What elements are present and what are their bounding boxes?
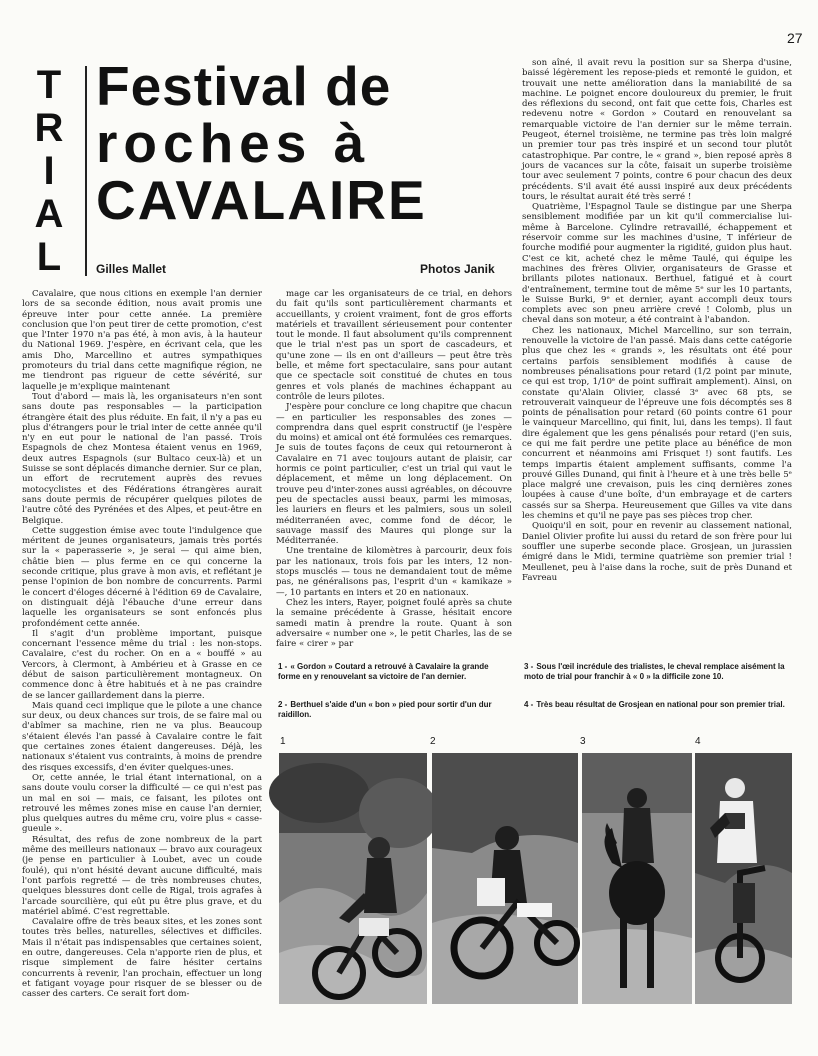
title-line-2: roches à xyxy=(96,112,371,174)
caption-number: 1 - xyxy=(278,662,288,671)
photo-credit: Photos Janik xyxy=(420,262,495,276)
paragraph: Résultat, des refus de zone nombreux de la part même des meilleurs nationaux — bravo aux courageux (je pense en particulier à Loubet, avec un coude foulé), qui n'ont hésité devant aucune difficulté, mais l'ont parfois regretté — de très nombreuses chutes, quelques blessures dont celle de Rigal, trois agrafes à l'arcade sourcilière, qui eût pu être plus grave, et du matériel abîmé. C'est regrettable. xyxy=(22,834,262,917)
paragraph: Cette suggestion émise avec toute l'indulgence que méritent de jeunes organisateurs, jamais très portés sur la « paperasserie », je serai — qui aime bien, châtie bien — plus ferme en ce qui concerne la seconde critique, plus grave à mon avis, et reflétant je pense l'opinion de bon nombre de concurrents. Parmi le concert d'éloges décerné à l'édition 69 de Cavalaire, on distinguait déjà l'ébauche d'une erreur dans laquelle les organisateurs se sont enfoncés plus profondément cette année. xyxy=(22,525,262,629)
section-letter: L xyxy=(36,235,62,279)
paragraph: Une trentaine de kilomètres à parcourir, deux fois par les nationaux, trois fois par les inters, 12 non-stops musclés — tous ne demandaient tout de même pas, ne généralisons pas, l'esprit d'un « kamikaze » —, 10 partants en inters et 20 en nationaux. xyxy=(276,546,512,598)
section-letter: I xyxy=(43,149,55,193)
photo-illustration xyxy=(432,753,578,1004)
photo-illustration xyxy=(582,753,692,1004)
paragraph: mage car les organisateurs de ce trial, en dehors du fait qu'ils sont particulièrement charmants et accueillants, y croient vraiment, font de gros efforts matériels et travaillent sérieusement pour contenter tout le monde. Il faut absolument qu'ils comprennent que le trial n'est pas un sport de cascadeurs, et qu'une zone — ils en ont d'ailleurs — peut être très belle, et même fort spectaculaire, sans pour autant que ce spectacle soit constitué de chutes en tous genres et vols planés de machines échappant au contrôle de leurs pilotes. xyxy=(276,289,512,402)
section-label-trial xyxy=(27,64,71,279)
page-number: 27 xyxy=(787,30,803,46)
photo-horse-zone-10 xyxy=(582,753,692,1004)
photo-rider-coutard xyxy=(279,753,427,1004)
photo-label-3: 3 xyxy=(580,736,586,747)
caption-text: Très beau résultat de Grosjean en national pour son premier trial. xyxy=(536,700,785,709)
article-column-3 xyxy=(522,58,792,664)
photo-caption-1 xyxy=(278,662,513,682)
paragraph: Mais quand ceci implique que le pilote a une chance sur deux, ou deux chances sur trois, de se faire mal ou d'abîmer sa machine, rien ne va plus. Beaucoup s'étaient élevés l'an passé à Cavalaire contre le fait que certaines zones étaient dangereuses. Déjà, les nationaux s'étaient vus contraints, à moins de prendre des risques excessifs, d'en éviter quelques-unes. xyxy=(22,700,262,773)
caption-text: « Gordon » Coutard a retrouvé à Cavalaire la grande forme en y renouvelant sa victoire de l'an dernier. xyxy=(278,662,489,681)
paragraph: Or, cette année, le trial étant international, on a sans doute voulu corser la difficulté — ce qui n'est pas un mal en soi — mais, ce faisant, les pilotes ont retrouvé les mêmes zones mise en cause l'an dernier, plus quelques autres du même cru, voire plus « casse-gueule ». xyxy=(22,772,262,835)
photo-label-1: 1 xyxy=(280,736,286,747)
caption-text: Berthuel s'aide d'un « bon » pied pour sortir d'un dur raidillon. xyxy=(278,700,492,719)
caption-number: 4 - xyxy=(524,700,534,709)
photo-illustration xyxy=(279,753,427,1004)
caption-text: Sous l'œil incrédule des trialistes, le cheval remplace aisément la moto de trial pour franchir à « 0 » la difficile zone 10. xyxy=(524,662,785,681)
photo-rider-berthuel xyxy=(432,753,578,1004)
photo-caption-2 xyxy=(278,700,513,720)
title-line-3: CAVALAIRE xyxy=(96,169,427,231)
paragraph: Cavalaire, que nous citions en exemple l'an dernier lors de sa seconde édition, nous avait promis une épreuve inter pour cette année. La première conclusion que l'on peut tirer de cette promotion, c'est que l'Inter 1970 n'a pas été, à mon avis, à la hauteur du National 1969. J'espère, en écrivant cela, que les amis Dho, Marcellino et autres sympathiques promoteurs du trial dans cette magnifique région, ne me tiendront pas rigueur de cette sévérité, sur laquelle je m'explique maintenant xyxy=(22,289,262,392)
photo-caption-3 xyxy=(524,662,786,682)
paragraph: Tout d'abord — mais là, les organisateurs n'en sont sans doute pas responsables — la participation étrangère était des plus réduite. En fait, il n'y a pas eu plus d'étrangers pour le trial inter de cette année qu'il n'y en eut pour le national de l'an passé. Trois Espagnols de chez Montesa étaient venus en 1969, deux autres Espagnols (sur Bultaco ceux-là) et un Suisse se sont déplacés dimanche dernier. Sur ce plan, un effort de recrutement auprès des revues motocyclistes et des Fédérations étrangères aurait sans doute permis de récupérer quelques pilotes de l'autre côté des Pyrénées et des Alpes, et peut-être en Belgique. xyxy=(22,391,262,526)
photo-rider-grosjean xyxy=(695,753,792,1004)
section-letter: R xyxy=(34,106,64,150)
article-column-1 xyxy=(22,289,262,1034)
byline: Gilles Mallet xyxy=(96,262,167,276)
section-letter: T xyxy=(36,63,62,107)
photo-caption-4 xyxy=(524,700,786,710)
photo-label-4: 4 xyxy=(695,736,701,747)
paragraph: Il s'agit d'un problème important, puisque concernant l'essence même du trial : les non-stops. Cavalaire, c'est du rocher. On en a « bouffé » au Vercors, à Clermont, à Ambérieu et à Grasse en ce début de saison particulièrement montagneux. On commence donc à être habitués et à ne pas craindre de se lancer gaillardement dans la pierre. xyxy=(22,628,262,701)
photo-label-2: 2 xyxy=(430,736,436,747)
title-line-1: Festival de xyxy=(96,55,392,117)
caption-number: 3 - xyxy=(524,662,534,671)
article-title xyxy=(96,55,511,231)
photo-illustration xyxy=(695,753,792,1004)
title-divider xyxy=(85,66,87,276)
paragraph: Chez les inters, Rayer, poignet foulé après sa chute la semaine précédente à Grasse, hésitait encore samedi matin à prendre la route. Quant à son adversaire « number one », le petit Charles, las de se faire « cirer » par xyxy=(276,597,512,650)
paragraph: Cavalaire offre de très beaux sites, et les zones sont toutes très belles, naturelles, sélectives et difficiles. Mais il n'était pas indispensables que certaines soient, en outre, dangereuses. Cela n'apporte rien de plus, et risque simplement de faire hésiter certains concurrents à revenir, l'an prochain, effectuer un long et fatigant voyage pour risquer de se blesser ou de casser des carters. Ce serait fort dom- xyxy=(22,917,262,1000)
section-letter: A xyxy=(34,192,64,236)
paragraph: J'espère pour conclure ce long chapitre que chacun — en particulier les responsables des zones — comprendra dans quel esprit constructif (je l'espère du moins) et amical ont été formulées ces remarques. Je suis de toutes façons de ceux qui retourneront à Cavalaire en 71 avec toujours autant de plaisir, car hormis ce point particulier, c'est un trial qui vaut le déplacement, et même un long déplacement. On trouve peu d'inter-zones aussi agréables, on découvre peu de spectacles aussi beaux, parmi les mimosas, les lauriers en fleurs et les palmiers, sous un soleil méditerranéen avec, comme fond de décor, le sauvage massif des Maures qui plonge sur la Méditerranée. xyxy=(276,402,512,547)
article-column-2 xyxy=(276,289,512,650)
paragraph: son aîné, il avait revu la position sur sa Sherpa d'usine, baissé légèrement les repose-pieds et remonté le guidon, et trouvait une nette amélioration dans la maniabilité de sa machine. Le poignet encore douloureux du premier, le fruit des réflexions du second, ont fait que cette fois, Charles est redevenu notre « Gordon » Coutard en renouvelant sa remarquable victoire de l'an dernier sur le même terrain. Peugeot, éternel troisième, ne termine pas très loin malgré un premier tour pas très inspiré et un second tour plutôt catastrophique. Par contre, le « grand », bien reposé après 8 jours de vacances sur la côte, faisait un superbe troisième tour avec seulement 7 points, contre 6 pour chacun des deux précédents. S'il avait été aussi inspiré aux deux précédents tours, le résultat aurait été très serré ! xyxy=(522,58,792,202)
paragraph: Quatrième, l'Espagnol Taule se distingue par une Sherpa sensiblement modifiée par un kit qu'il commercialise lui-même à Barcelone. Cylindre retravaillé, échappement et réservoir comme sur les machines d'usine, T inférieur de fourche modifié pour augmenter la rigidité, guidon plus haut. C'est ce kit, acheté chez le même Taulé, qui équipe les machines des frères Olivier, organisateurs de Grasse et brillants pilotes nationaux. Berthuel, fatigué et à court d'entraînement, termine tout de même 5ᵉ sur les 10 partants, le Suisse Burki, 9ᵉ et dernier, ayant accompli deux tours complets avec son pneu arrière crevé ! Colomb, plus un cheval dans son moteur, a été contraint à l'abandon. xyxy=(522,202,792,326)
caption-number: 2 - xyxy=(278,700,288,709)
paragraph: Chez les nationaux, Michel Marcellino, sur son terrain, renouvelle la victoire de l'an passé. Mais dans cette catégorie plus que chez les « grands », les résultats ont été pour certains parfois sensiblement modifiés à cause de nombreuses pénalisations pour retard (1/2 point par minute, ce qui est trop, 1/10ᵉ de point suffirait amplement). Ainsi, on constate qu'Alain Olivier, classé 3ᵉ avec 68 pts, se retrouverait vainqueur de l'épreuve une fois décomptés ses 8 points de pénalisation pour retard (60 points contre 61 pour le vainqueur Marcellino, qui finit, lui, dans les temps). Il faut dire également que les gens pénalisés pour retard (j'en suis, ce qui me fait perdre une petite place au bénéfice de mon concurrent et néanmoins ami Frisquet !) sont fautifs. Les temps impartis étaient amplement suffisants, comme l'a prouvé Gilles Dunand, qui finit à l'heure et à une très belle 5ᵉ place malgré une crevaison, puis les cinq dernières zones loupées à cause d'une boîte, d'un embrayage et de carters cassés sur sa Sherpa. Heureusement que Gilles va vite dans les chemins et qu'il ne paye pas ses pièces trop cher. xyxy=(522,325,792,522)
paragraph: Quoiqu'il en soit, pour en revenir au classement national, Daniel Olivier profite lui aussi du retard de son frère pour lui souffler une superbe seconde place. Grosjean, un jurassien émigré dans le Midi, termine quatrième son premier trial ! Meullenet, peu à l'aise dans la roche, suit de près Dunand et Favreau xyxy=(522,521,792,583)
